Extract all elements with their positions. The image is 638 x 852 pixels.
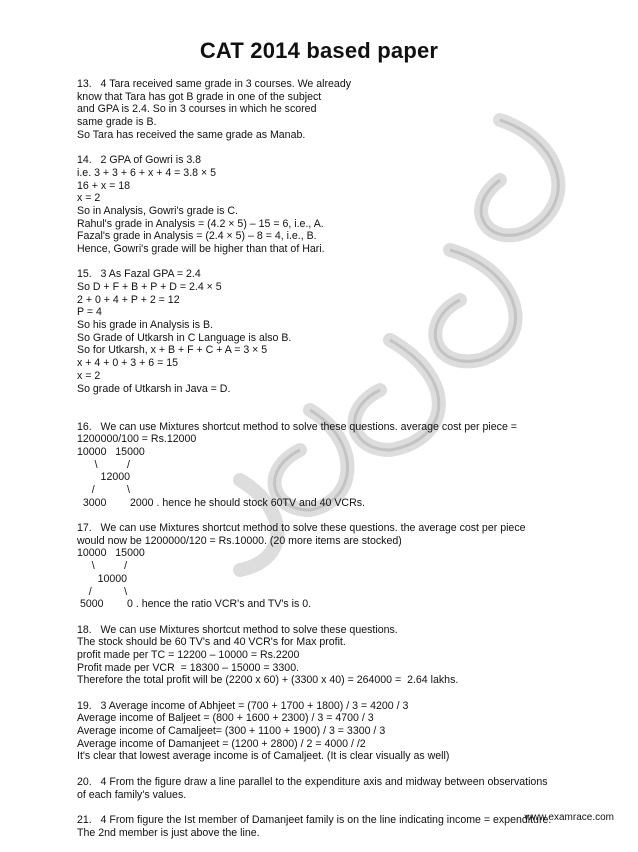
answer-section	[77, 522, 597, 611]
text-line: So D + F + B + P + D = 2.4 × 5	[77, 281, 222, 293]
text-line: 1200000/100 = Rs.12000	[77, 433, 197, 446]
answer-section	[77, 154, 597, 256]
text-line: The stock should be 60 TV's and 40 VCR's for Max profit.	[77, 636, 346, 649]
text-line: \ /	[77, 560, 128, 573]
text-line: x = 2	[77, 369, 101, 382]
text-line: 21. 4 From figure the Ist member of Damanjeet family is on the line indicating income = expenditure.	[77, 813, 552, 826]
text-line: 15. 3 As Fazal GPA = 2.4	[77, 268, 201, 281]
text-line: Profit made per VCR = 18300 – 15000 = 3300.	[77, 661, 300, 674]
text-line: 16. We can use Mixtures shortcut method to solve these questions. average cost per piece =	[77, 420, 517, 433]
text-line: 20. 4 From the figure draw a line parallel to the expenditure axis and midway between observations	[77, 775, 548, 788]
text-line: would now be 1200000/120 = Rs.10000. (20 more items are stocked)	[77, 534, 402, 547]
text-line: So grade of Utkarsh in Java = D.	[77, 382, 231, 395]
answer-section	[77, 421, 597, 510]
text-line: 2 + 0 + 4 + P + 2 = 12	[77, 293, 180, 306]
answer-section	[77, 268, 597, 408]
text-line: 16 + x = 18	[77, 179, 131, 192]
footer-url[interactable]: www.examrace.com	[524, 812, 614, 823]
answer-section	[77, 78, 597, 141]
page-title: CAT 2014 based paper	[199, 38, 439, 63]
answer-section	[77, 814, 597, 839]
answer-section	[77, 624, 597, 687]
text-line: 19. 3 Average income of Abhjeet = (700 + 1700 + 1800) / 3 = 4200 / 3	[77, 699, 409, 712]
text-line: 10000 15000	[77, 547, 145, 560]
answer-explanations	[77, 78, 597, 852]
text-line: 13. 4 Tara received same grade in 3 courses. We already	[77, 78, 352, 90]
text-line: 3000 2000 . hence he should stock 60TV and 40 VCRs.	[77, 496, 365, 509]
text-line: know that Tara has got B grade in one of the subject	[77, 90, 322, 103]
text-line: 14. 2 GPA of Gowri is 3.8	[77, 154, 202, 167]
text-line: It's clear that lowest average income is of Camaljeet. (It is clear visually as well)	[77, 750, 450, 763]
text-line: Average income of Baljeet = (800 + 1600 + 2300) / 3 = 4700 / 3	[77, 712, 374, 725]
text-line: So Grade of Utkarsh in C Language is also B.	[77, 331, 292, 344]
text-line: So his grade in Analysis is B.	[77, 319, 214, 332]
text-line: \ /	[77, 458, 130, 471]
text-line: 17. We can use Mixtures shortcut method to solve these questions. the average cost per piece	[77, 522, 526, 535]
text-line: 10000 15000	[77, 445, 145, 458]
answer-section	[77, 776, 597, 801]
text-line: So for Utkarsh, x + B + F + C + A = 3 × 5	[77, 344, 268, 357]
text-line: The 2nd member is just above the line.	[77, 826, 260, 839]
text-line: Rahul's grade in Analysis = (4.2 × 5) – 15 = 6, i.e., A.	[77, 217, 324, 230]
text-line: Average income of Camaljeet= (300 + 1100 + 1900) / 3 = 3300 / 3	[77, 725, 386, 738]
text-line: Fazal's grade in Analysis = (2.4 × 5) – 8 = 4, i.e., B.	[77, 230, 317, 243]
text-line: So Tara has received the same grade as Manab.	[77, 128, 306, 141]
answer-section	[77, 700, 597, 763]
text-line: 5000 0 . hence the ratio VCR's and TV's is 0.	[77, 598, 312, 611]
text-line: / \	[77, 585, 128, 598]
text-line: Hence, Gowri's grade will be higher than that of Hari.	[77, 242, 325, 255]
text-line: 18. We can use Mixtures shortcut method to solve these questions.	[77, 623, 398, 636]
text-line: x + 4 + 0 + 3 + 6 = 15	[77, 357, 179, 370]
text-line: / \	[77, 484, 130, 496]
text-line: and GPA is 2.4. So in 3 courses in which he scored	[77, 103, 317, 116]
text-line: Therefore the total profit will be (2200 x 60) + (3300 x 40) = 264000 = 2.64 lakhs.	[77, 674, 459, 687]
text-line: x = 2	[77, 192, 101, 205]
text-line: of each family's values.	[77, 788, 187, 801]
text-line	[77, 395, 597, 408]
text-line: same grade is B.	[77, 116, 157, 129]
text-line: i.e. 3 + 3 + 6 + x + 4 = 3.8 × 5	[77, 166, 216, 179]
text-line: Average income of Damanjeet = (1200 + 2800) / 2 = 4000 / /2	[77, 737, 366, 750]
text-line: 12000	[77, 471, 131, 484]
text-line: P = 4	[77, 306, 102, 319]
text-line: So in Analysis, Gowri's grade is C.	[77, 204, 238, 217]
text-line: profit made per TC = 12200 – 10000 = Rs.2200	[77, 648, 300, 661]
text-line: 10000	[77, 572, 128, 585]
